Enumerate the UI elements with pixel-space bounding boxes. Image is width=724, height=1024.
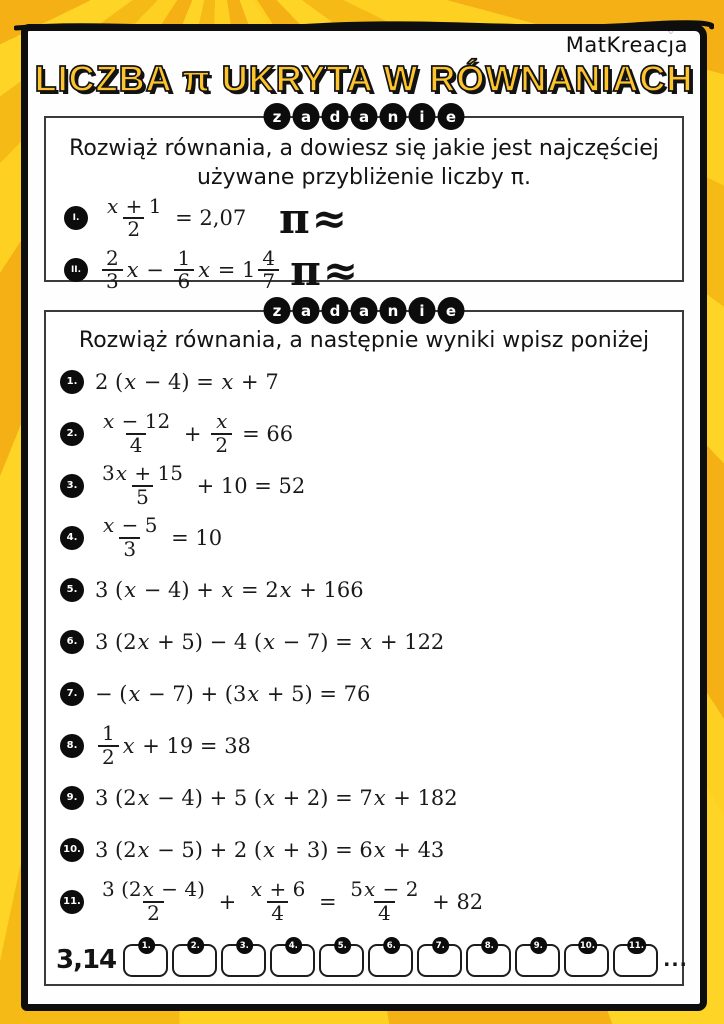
equation: $\frac{x - 12}{4}$ + $\frac{x}{2}$ = 66 — [103, 409, 294, 457]
equation: $\frac{1}{2}$ x + 19 = 38 — [95, 723, 251, 768]
zadanie-badge — [264, 103, 465, 130]
answer-box-number: 6. — [383, 937, 400, 954]
equation-row — [46, 512, 682, 564]
zadanie-badge — [264, 297, 465, 324]
task2-instruction: Rozwiąż równania, a następnie wyniki wpisz poniżej — [78, 328, 650, 353]
task1-instruction-line1: Rozwiąż równania, a dowiesz się jakie jest najczęściej — [69, 136, 659, 161]
equation-row — [46, 244, 682, 296]
answer-box[interactable] — [319, 940, 364, 977]
item-number-badge: 6. — [60, 630, 84, 654]
equation: 3 (2x − 5) + 2 (x + 3) = 6x + 43 — [95, 837, 445, 862]
badge-letter: a — [351, 103, 378, 130]
pi-approx-label[interactable]: π≈ — [290, 245, 361, 295]
worksheet-page — [21, 24, 707, 1011]
equation-row — [46, 824, 682, 876]
item-number-badge: I. — [64, 206, 88, 230]
answer-box-number: 8. — [481, 937, 498, 954]
ellipsis: ... — [663, 948, 688, 971]
item-number-badge: 1. — [60, 370, 84, 394]
badge-letter: e — [438, 103, 465, 130]
equation: $\frac{2}{3}$ x − $\frac{1}{6}$ x = 1 $\frac{4}{7}$ — [99, 248, 282, 293]
task1-box — [44, 107, 684, 295]
equation-row — [46, 668, 682, 720]
task1-instruction — [46, 135, 682, 192]
equation-row — [46, 460, 682, 512]
item-number-badge: 8. — [60, 734, 84, 758]
task1-instruction-line2: używane przybliżenie liczby π. — [197, 164, 531, 190]
item-number-badge: II. — [64, 258, 88, 282]
brand-text-pre: MatKreac — [565, 33, 669, 57]
answer-box[interactable] — [466, 940, 511, 977]
answer-box-number: 5. — [334, 937, 351, 954]
badge-letter: i — [409, 103, 436, 130]
answer-box-number: 4. — [285, 937, 302, 954]
answer-box-number: 10. — [578, 937, 597, 954]
equation: 3 (2x + 5) − 4 (x − 7) = x + 122 — [95, 629, 445, 654]
item-number-badge: 10. — [60, 838, 84, 862]
heart-icon: ♡ — [667, 27, 675, 36]
answers-row — [56, 940, 688, 977]
equation: 3 (x − 4) + x = 2x + 166 — [95, 577, 364, 602]
equation-row — [46, 772, 682, 824]
answer-box-number: 1. — [138, 937, 155, 954]
brand-text-post: a — [674, 33, 688, 57]
answer-box[interactable] — [123, 940, 168, 977]
brand-logo — [565, 27, 688, 57]
equation-row — [46, 876, 682, 928]
answer-box[interactable] — [515, 940, 560, 977]
answer-box-number: 11. — [627, 937, 646, 954]
item-number-badge: 5. — [60, 578, 84, 602]
badge-letter: z — [264, 103, 291, 130]
pi-value: 3,14 — [56, 944, 117, 975]
answer-box-number: 7. — [432, 937, 449, 954]
answer-box[interactable] — [564, 940, 609, 977]
badge-letter: d — [322, 297, 349, 324]
item-number-badge: 9. — [60, 786, 84, 810]
badge-letter: a — [293, 103, 320, 130]
item-number-badge: 4. — [60, 526, 84, 550]
badge-letter: i — [409, 297, 436, 324]
equation-row — [46, 564, 682, 616]
answer-box[interactable] — [172, 940, 217, 977]
badge-letter: n — [380, 103, 407, 130]
answer-box-number: 2. — [187, 937, 204, 954]
equation-row — [46, 616, 682, 668]
equation: 3 (2x − 4) + 5 (x + 2) = 7x + 182 — [95, 785, 458, 810]
badge-letter: a — [293, 297, 320, 324]
brand-letter-j: ȷ ♡ — [667, 27, 675, 57]
equation: − (x − 7) + (3x + 5) = 76 — [95, 681, 371, 706]
badge-letter: z — [264, 297, 291, 324]
answer-box-number: 3. — [236, 937, 253, 954]
answer-box[interactable] — [270, 940, 315, 977]
equation: $\frac{x + 1}{2}$ = 2,07 — [107, 193, 247, 242]
answer-box[interactable] — [368, 940, 413, 977]
equation: 2 (x − 4) = x + 7 — [95, 369, 279, 394]
answer-box-number: 9. — [530, 937, 547, 954]
answer-box[interactable] — [417, 940, 462, 977]
equation: $\frac{x - 5}{3}$ = 10 — [103, 513, 223, 561]
badge-letter: e — [438, 297, 465, 324]
item-number-badge: 3. — [60, 474, 84, 498]
task2-box — [44, 301, 688, 986]
item-number-badge: 7. — [60, 682, 84, 706]
equation-row — [46, 192, 682, 244]
item-number-badge: 11. — [60, 890, 84, 914]
badge-letter: a — [351, 297, 378, 324]
answer-box[interactable] — [221, 940, 266, 977]
equation: $\frac{3x + 15}{5}$ + 10 = 52 — [102, 461, 306, 509]
equation-row — [46, 720, 682, 772]
equation: $\frac{3 (2x - 4)}{2}$ + $\frac{x + 6}{4}$ = $\frac{5x - 2}{4}$ + 82 — [102, 877, 484, 925]
equation-row — [46, 408, 682, 460]
answer-box[interactable] — [613, 940, 658, 977]
item-number-badge: 2. — [60, 422, 84, 446]
page-title: LICZBA π UKRYTA W RÓWNANIACH — [34, 58, 694, 99]
badge-letter: n — [380, 297, 407, 324]
badge-letter: d — [322, 103, 349, 130]
pi-approx-label[interactable]: π≈ — [279, 193, 349, 243]
equation-row — [46, 356, 682, 408]
